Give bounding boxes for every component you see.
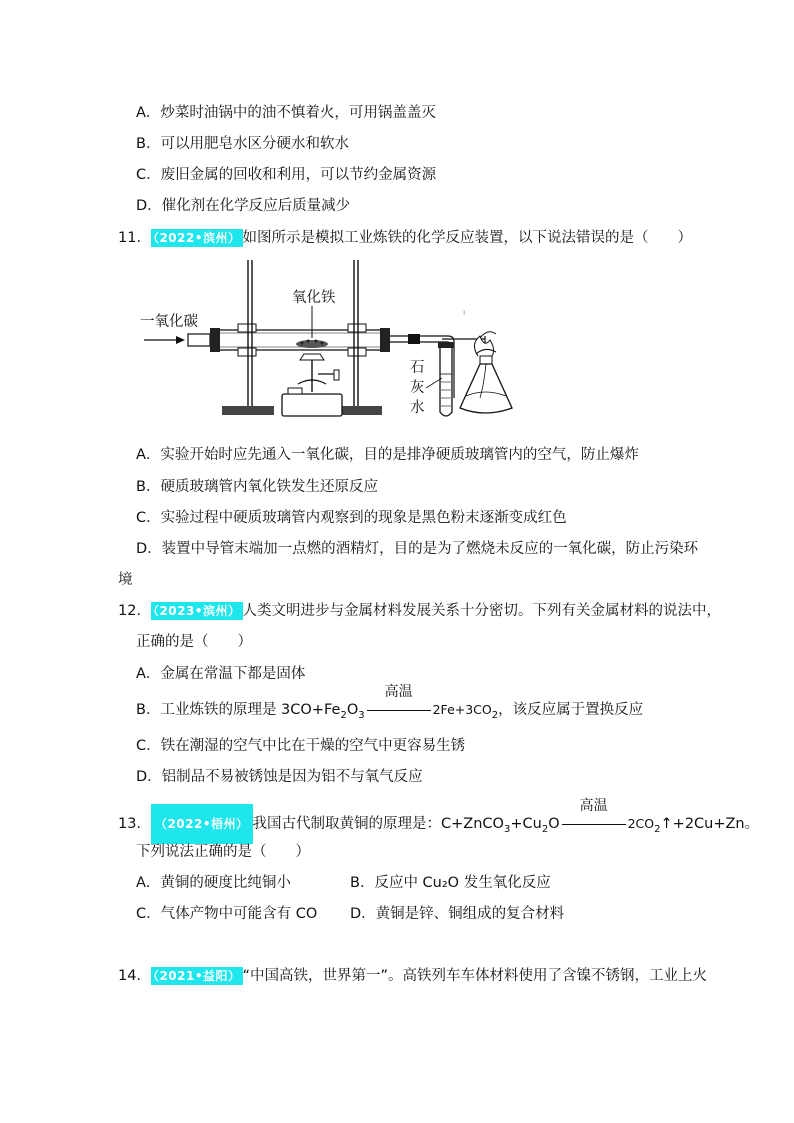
q12-stem-line2: 正确的是（ ） bbox=[136, 634, 252, 650]
q10-option-c: C．废旧金属的回收和利用，可以节约金属资源 bbox=[136, 167, 437, 183]
q10-option-a: A．炒菜时油锅中的油不慎着火，可用锅盖盖灭 bbox=[136, 105, 436, 121]
q14-stem: “中国高铁，世界第一”。高铁列车车体材料使用了含镍不锈钢，工业上火 bbox=[242, 968, 708, 984]
q12-option-c: C．铁在潮湿的空气中比在干燥的空气中更容易生锈 bbox=[136, 738, 466, 754]
q13-stem-line1: 13． （2022•梧州） 我国古代制取黄铜的原理是：$C+ZnCO_3+Cu_2O$ 高温 $2CO_2↑+2Cu+Zn$。 bbox=[118, 804, 759, 844]
stray-mark: ı bbox=[463, 308, 466, 317]
q11-option-d-line2: 境 bbox=[118, 572, 133, 588]
q13-source-tag: （2022•梧州） bbox=[151, 804, 253, 844]
q12-stem-1: 人类文明进步与金属材料发展关系十分密切。下列有关金属材料的说法中， bbox=[242, 603, 722, 619]
q10-option-d: D．催化剂在化学反应后质量减少 bbox=[136, 198, 351, 214]
q10-option-b: B．可以用肥皂水区分硬水和软水 bbox=[136, 136, 349, 152]
q13-option-d: D．黄铜是锌、铜组成的复合材料 bbox=[350, 906, 565, 922]
iron-oxide-powder bbox=[296, 340, 328, 348]
q11-option-d-line1: D．装置中导管末端加一点燃的酒精灯，目的是为了燃烧未反应的一氧化碳，防止污染环 bbox=[136, 541, 699, 557]
q11-option-b: B．硬质玻璃管内氧化铁发生还原反应 bbox=[136, 479, 378, 495]
label-lime-1: 石 bbox=[410, 360, 425, 376]
q11-option-c: C．实验过程中硬质玻璃管内观察到的现象是黑色粉末逐渐变成红色 bbox=[136, 510, 567, 526]
q12-stem-line1 bbox=[118, 601, 721, 621]
right-iron-stand bbox=[330, 260, 382, 415]
q13-option-a: A．黄铜的硬度比纯铜小 bbox=[136, 875, 291, 891]
left-clamp-bottom bbox=[238, 348, 256, 356]
q14-stem-line bbox=[118, 966, 707, 986]
label-fe2o3: 氧化铁 bbox=[292, 290, 336, 306]
label-co: 一氧化碳 bbox=[140, 314, 198, 330]
alcohol-blast-burner bbox=[282, 354, 342, 416]
inlet-tube bbox=[188, 334, 210, 346]
label-lime-2: 灰 bbox=[410, 380, 425, 396]
right-stopper bbox=[380, 328, 390, 352]
q13-option-c: C．气体产物中可能含有 CO bbox=[136, 906, 318, 922]
co-inlet-arrow bbox=[144, 336, 185, 344]
q11-source-tag: （2022•滨州） bbox=[152, 231, 241, 245]
q13-stem-line2: 下列说法正确的是（ ） bbox=[136, 844, 310, 860]
high-temp-condition: 高温 bbox=[367, 700, 431, 720]
q11-option-a: A．实验开始时应先通入一氧化碳，目的是排净硬质玻璃管内的空气，防止爆炸 bbox=[136, 447, 639, 463]
right-clamp-bottom bbox=[348, 348, 366, 356]
q12-option-d: D．铝制品不易被锈蚀是因为铝不与氧气反应 bbox=[136, 769, 423, 785]
q14-source-tag: （2021•益阳） bbox=[152, 969, 241, 983]
q11-stem-line bbox=[118, 228, 692, 248]
q14-number: 14． bbox=[118, 968, 151, 984]
high-temp-condition-13: 高温 bbox=[562, 814, 626, 834]
left-stopper bbox=[210, 328, 220, 352]
q13-number: 13． bbox=[118, 816, 151, 832]
q11-number: 11． bbox=[118, 230, 151, 246]
q12-option-b: B．工业炼铁的原理是 $3CO+Fe_2O_3$ 高温 $2Fe+3CO_2$，该反应属于置换反应 bbox=[136, 684, 644, 721]
iron-smelting-apparatus-figure bbox=[140, 258, 560, 426]
q12-option-a: A．金属在常温下都是固体 bbox=[136, 666, 306, 682]
label-lime-3: 水 bbox=[410, 400, 425, 416]
left-clamp-top bbox=[238, 324, 256, 332]
q11-stem: 如图所示是模拟工业炼铁的化学反应装置，以下说法错误的是（ ） bbox=[242, 230, 693, 246]
right-clamp-top bbox=[348, 324, 366, 332]
q12-source-tag: （2023•滨州） bbox=[152, 604, 241, 618]
left-iron-stand bbox=[222, 260, 274, 415]
q13-option-b: B．反应中 Cu₂O 发生氧化反应 bbox=[350, 875, 551, 891]
hard-glass-tube bbox=[220, 330, 380, 350]
q12-number: 12． bbox=[118, 603, 151, 619]
alcohol-lamp bbox=[460, 332, 512, 413]
